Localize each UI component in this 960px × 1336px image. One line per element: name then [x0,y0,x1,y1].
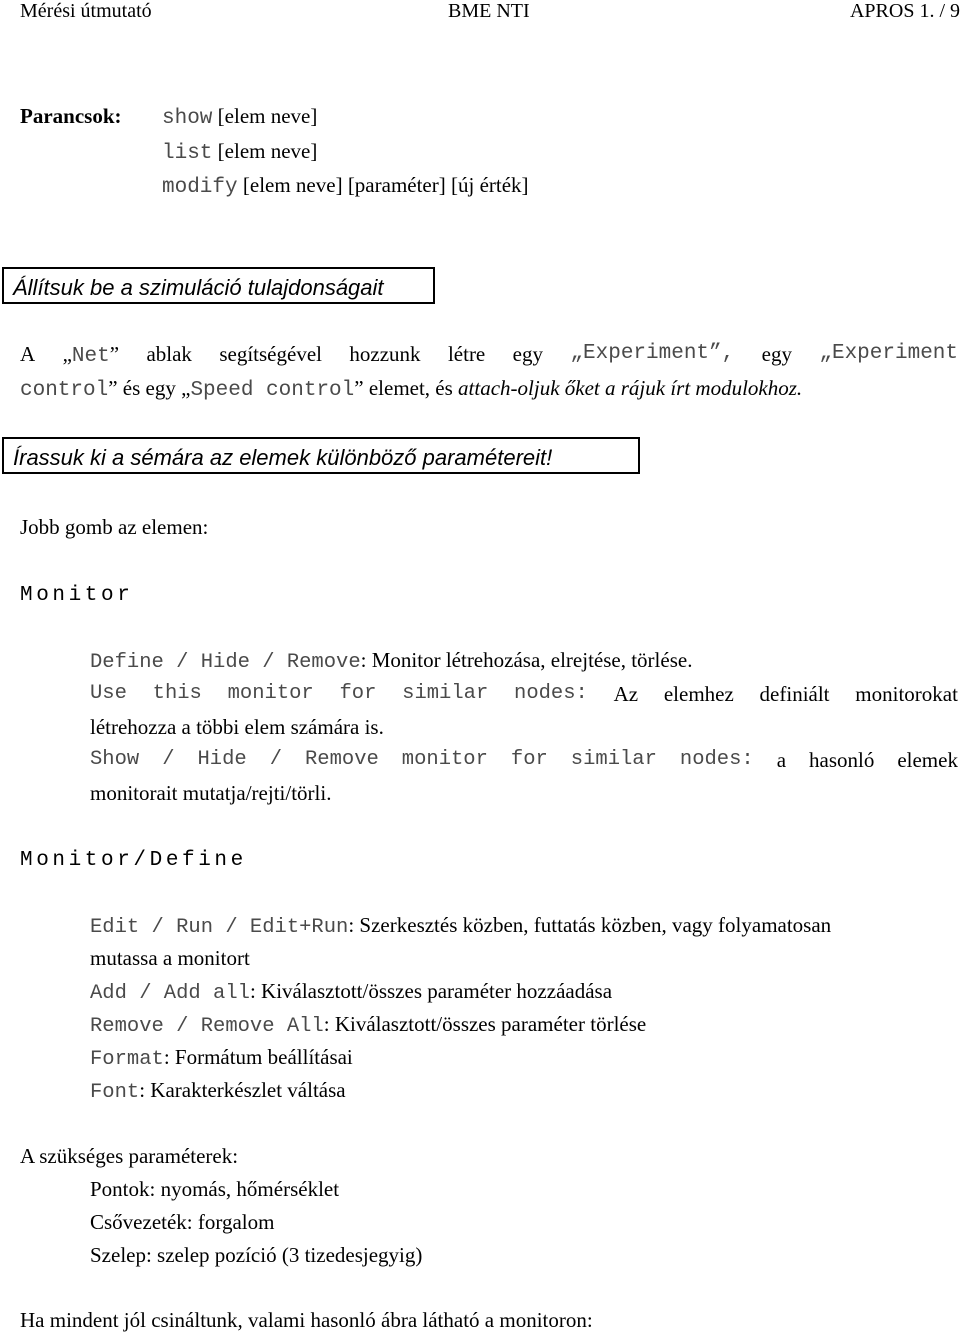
code-control: control [20,379,109,402]
define-item-font: Font: Karakterkészlet váltása [90,1078,346,1104]
quoted-net: „Net” [62,342,120,368]
code-word: this [152,682,202,705]
command-line-list [162,139,317,165]
monitor-item-show-similar-cont: monitorait mutatja/rejti/törli. [90,781,332,805]
monitor-define-heading: Monitor/Define [20,849,247,872]
code-word: for [339,682,377,705]
code-word: Hide [197,748,247,771]
monitor-item-show-similar [90,748,958,773]
monitor-heading: Monitor [20,584,134,607]
code-word: monitor [227,682,314,705]
header-left: Mérési útmutató [20,0,152,22]
code-speed-control: Speed control [190,379,355,402]
code-word: nodes: [514,682,588,705]
code-word: Use [90,682,127,705]
header-center: BME NTI [448,0,530,22]
command-args: [elem neve] [212,104,318,128]
paragraph-line-2: control” és egy „Speed control” elemet, és attach-oljuk őket a rájuk írt modulokhoz. [20,376,803,402]
param-item-valve: Szelep: szelep pozíció (3 tizedesjegyig) [90,1243,423,1267]
text-word: Az [613,682,639,706]
command-args: [elem neve] [paraméter] [új érték] [237,173,529,197]
code-word: similar [402,682,489,705]
text-word: hasonló [809,748,875,772]
code-word: nodes: [679,748,754,771]
code-word: Remove [305,748,379,771]
word: egy [761,342,792,366]
word: hozzunk [349,342,421,366]
define-item-format: Format: Formátum beállításai [90,1045,353,1071]
text-word: a [776,748,787,772]
text-word: elemek [897,748,958,772]
command-code: list [162,142,213,165]
section-heading-simulation: Állítsuk be a szimuláció tulajdonságait [2,267,435,304]
param-item-pipe: Csővezeték: forgalom [90,1210,275,1234]
intro-text: Jobb gomb az elemen: [20,515,209,539]
define-item-add: Add / Add all: Kiválasztott/összes paraméter hozzáadása [90,979,613,1005]
section-heading-parameters: Írassuk ki a sémára az elemek különböző paramétereit! [2,437,640,474]
code-word: / [162,748,175,771]
code-word: for [510,748,548,771]
paragraph-line-1 [20,342,958,368]
text-word: monitorokat [855,682,958,706]
code-word: monitor [401,748,488,771]
word: segítségével [219,342,322,366]
code-experiment: „Experiment”, [570,342,735,365]
word: A [20,342,36,366]
code-word: / [269,748,283,771]
command-line-show [162,104,317,130]
define-item-edit-run-cont: mutassa a monitort [90,946,250,970]
word: létre [447,342,486,366]
commands-label: Parancsok: [20,104,122,128]
command-args: [elem neve] [212,139,318,163]
text-word: definiált [759,682,830,706]
command-code: show [162,107,213,130]
define-item-edit-run: Edit / Run / Edit+Run: Szerkesztés közben, futtatás közben, vagy folyamatosan [90,913,832,939]
command-line-modify [162,173,529,199]
word: egy [512,342,543,366]
code-word: similar [570,748,657,771]
param-item-points: Pontok: nyomás, hőmérséklet [90,1177,340,1201]
word: ablak [146,342,192,366]
code-experiment-2: „Experiment [819,342,958,365]
header-right: APROS 1. / 9 [849,0,960,22]
text-word: elemhez [663,682,734,706]
italic-attach: attach-oljuk őket a rájuk írt modulokhoz. [458,376,803,400]
monitor-item-define: Define / Hide / Remove: Monitor létrehozása, elrejtése, törlése. [90,648,693,674]
closing-line: Ha mindent jól csináltunk, valami hasonló ábra látható a monitoron: [20,1308,593,1332]
code-word: Show [90,748,140,771]
define-item-remove: Remove / Remove All: Kiválasztott/összes paraméter törlése [90,1012,647,1038]
monitor-item-use-similar-cont: létrehozza a többi elem számára is. [90,715,384,739]
params-heading: A szükséges paraméterek: [20,1144,239,1168]
command-code: modify [162,176,238,199]
monitor-item-use-similar [90,682,958,707]
